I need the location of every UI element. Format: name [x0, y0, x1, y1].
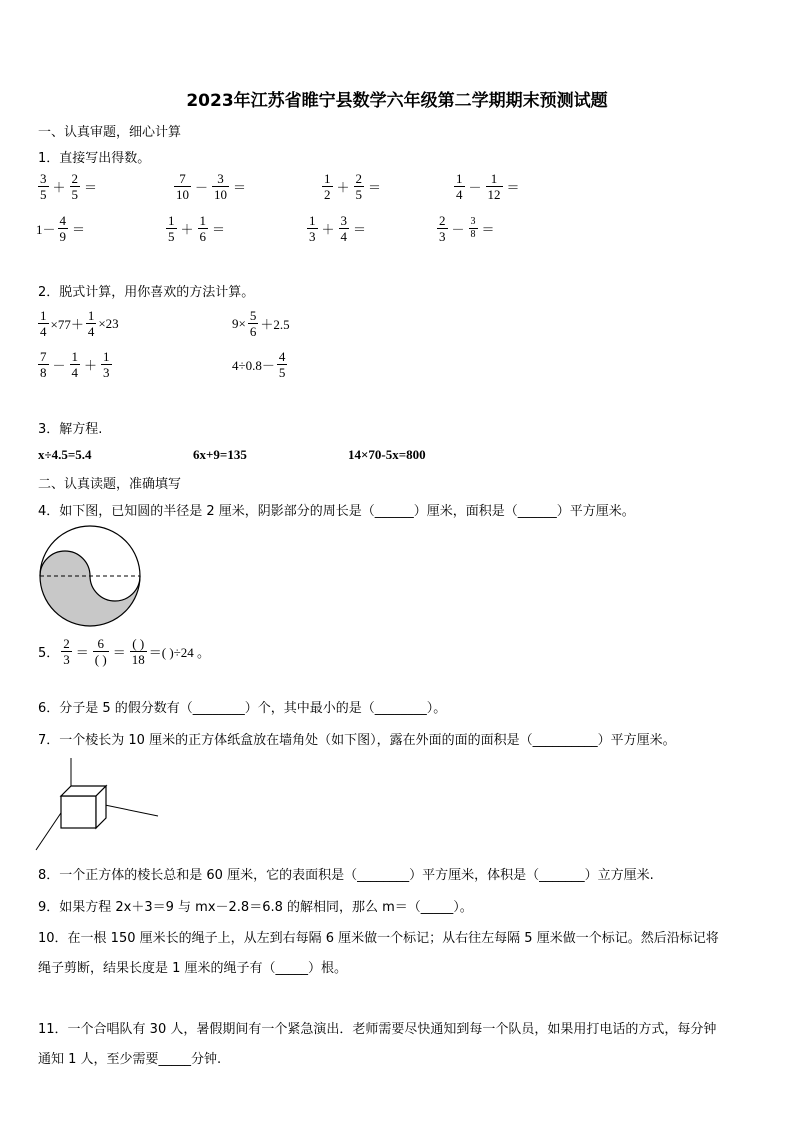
fraction: $\frac{3}{5}$	[40, 171, 47, 202]
fraction: $\frac{( )}{18}$	[131, 636, 145, 667]
question-9: 9．如果方程 2x＋3＝9 与 mx－2.8＝6.8 的解相同，那么 m＝（_____）。	[38, 900, 473, 915]
equation-1: x÷4.5=5.4	[38, 447, 92, 462]
fraction: $\frac{3}{10}$	[214, 171, 228, 202]
fraction: $\frac{1}{4}$	[40, 308, 47, 339]
q1-expr-2: $\frac{7}{10}$ － $\frac{3}{10}$ ＝	[176, 171, 247, 202]
fraction: $\frac{1}{3}$	[103, 349, 110, 380]
fraction: $\frac{6}{( )}$	[94, 636, 107, 667]
question-11-line-2: 通知 1 人，至少需要_____分钟.	[38, 1052, 222, 1067]
q2-expr-3: $\frac{7}{8}$ － $\frac{1}{4}$ ＋ $\frac{1}{3}$	[40, 349, 110, 380]
q1-expr-8: $\frac{2}{3}$ － $\frac{3}{8}$ ＝	[439, 213, 495, 244]
q1-expr-1: $\frac{3}{5}$ ＋ $\frac{2}{5}$ ＝	[40, 171, 98, 202]
fraction: $\frac{3}{8}$	[470, 216, 476, 240]
question-6: 6．分子是 5 的假分数有（________）个，其中最小的是（________）。	[38, 701, 447, 716]
q2-expr-2: 9× $\frac{5}{6}$ ＋2.5	[232, 308, 290, 339]
question-3-label: 3．解方程.	[38, 422, 103, 437]
q1-expr-4: $\frac{1}{4}$ － $\frac{1}{12}$ ＝	[456, 171, 520, 202]
question-7: 7．一个棱长为 10 厘米的正方体纸盒放在墙角处（如下图），露在外面的面的面积是（__________）平方厘米。	[38, 733, 676, 748]
fraction: $\frac{1}{4}$	[456, 171, 463, 202]
fraction: $\frac{1}{4}$	[87, 308, 95, 339]
fraction: $\frac{1}{6}$	[199, 213, 207, 244]
question-2-label: 2．脱式计算，用你喜欢的方法计算。	[38, 285, 255, 300]
question-1-label: 1．直接写出得数。	[38, 151, 151, 166]
fraction: $\frac{2}{5}$	[71, 171, 79, 202]
fraction: $\frac{1}{5}$	[168, 213, 175, 244]
fraction: $\frac{7}{8}$	[40, 349, 47, 380]
fraction: $\frac{1}{4}$	[71, 349, 79, 380]
fraction: $\frac{1}{3}$	[309, 213, 316, 244]
q2-expr-1: $\frac{1}{4}$ ×77＋ $\frac{1}{4}$ ×23	[40, 308, 119, 339]
equation-2: 6x+9=135	[193, 447, 247, 462]
section-heading-calc: 一、认真审题，细心计算	[38, 125, 182, 140]
question-8: 8．一个正方体的棱长总和是 60 厘米，它的表面积是（________）平方厘米，体积是（_______）立方厘米.	[38, 868, 654, 883]
page-title: 2023年江苏省睢宁县数学六年级第二学期期末预测试题	[186, 91, 608, 111]
circle-shaded-figure	[38, 524, 142, 628]
equation-3: 14×70-5x=800	[348, 447, 426, 462]
fraction: $\frac{2}{5}$	[355, 171, 363, 202]
fraction: $\frac{2}{3}$	[439, 213, 446, 244]
fraction: $\frac{3}{4}$	[340, 213, 348, 244]
q1-expr-3: $\frac{1}{2}$ ＋ $\frac{2}{5}$ ＝	[324, 171, 382, 202]
question-10-line-1: 10．在一根 150 厘米长的绳子上，从左到右每隔 6 厘米做一个标记；从右往左每隔 5 厘米做一个标记。然后沿标记将	[38, 931, 719, 946]
question-5: 5． $\frac{2}{3}$ ＝ $\frac{6}{( )}$ ＝ $\frac{( )}{18}$ ＝( )÷24 。	[38, 636, 211, 667]
q1-expr-5: 1－ $\frac{4}{9}$ ＝	[36, 213, 86, 244]
section-heading-fill: 二、认真读题，准确填写	[38, 477, 182, 492]
q2-expr-4: 4÷0.8－ $\frac{4}{5}$	[232, 349, 286, 380]
question-4: 4．如下图，已知圆的半径是 2 厘米，阴影部分的周长是（______）厘米，面积是（______）平方厘米。	[38, 504, 635, 519]
fraction: $\frac{1}{2}$	[324, 171, 331, 202]
question-11-line-1: 11．一个合唱队有 30 人，暑假期间有一个紧急演出．老师需要尽快通知到每一个队员，如果用打电话的方式，每分钟	[38, 1022, 717, 1037]
question-10-line-2: 绳子剪断，结果长度是 1 厘米的绳子有（_____）根。	[38, 961, 348, 976]
cube-corner-figure	[36, 756, 160, 852]
fraction: $\frac{4}{9}$	[59, 213, 67, 244]
fraction: $\frac{4}{5}$	[278, 349, 286, 380]
q1-expr-6: $\frac{1}{5}$ ＋ $\frac{1}{6}$ ＝	[168, 213, 226, 244]
fraction: $\frac{7}{10}$	[176, 171, 189, 202]
fraction: $\frac{5}{6}$	[249, 308, 257, 339]
fraction: $\frac{1}{12}$	[487, 171, 501, 202]
fraction: $\frac{2}{3}$	[63, 636, 70, 667]
q1-expr-7: $\frac{1}{3}$ ＋ $\frac{3}{4}$ ＝	[309, 213, 367, 244]
